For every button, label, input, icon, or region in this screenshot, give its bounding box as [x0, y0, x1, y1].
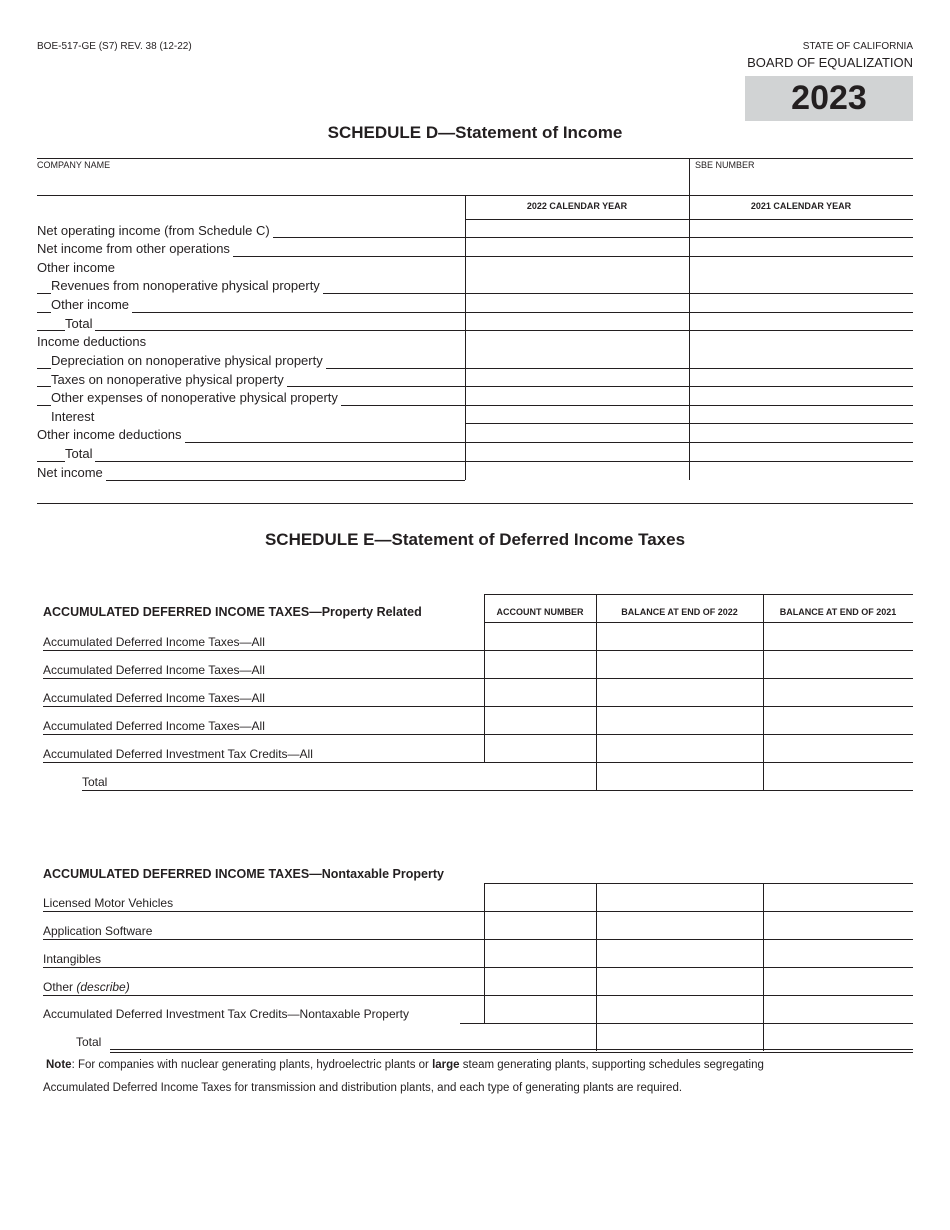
company-name-field[interactable] — [40, 172, 685, 192]
row-line — [43, 995, 913, 996]
board-label: BOARD OF EQUALIZATION — [747, 55, 913, 70]
col-balance-2021: BALANCE AT END OF 2021 — [779, 607, 897, 617]
row-divider — [465, 312, 913, 313]
row-intangibles: Intangibles — [43, 952, 104, 967]
row-divider — [465, 423, 913, 424]
row-divider — [465, 330, 913, 331]
row-nontaxable-total: Total — [76, 1035, 104, 1050]
sbe-number-field[interactable] — [694, 172, 910, 192]
row-adit-all-2: Accumulated Deferred Income Taxes—All — [43, 663, 268, 678]
row-aditc-nontaxable: Accumulated Deferred Investment Tax Credits—Nontaxable Property — [43, 1007, 412, 1022]
row-line — [82, 790, 913, 791]
schedule-e-title: SCHEDULE E—Statement of Deferred Income Taxes — [264, 530, 686, 549]
row-interest: Interest — [51, 408, 97, 425]
row-other-income-total: Total — [65, 315, 95, 332]
row-divider — [465, 293, 913, 294]
col-account-number: ACCOUNT NUMBER — [496, 607, 584, 617]
row-other-income: Other income — [51, 296, 132, 313]
row-revenues-nonoperative: Revenues from nonoperative physical property — [51, 277, 323, 294]
row-income-deductions-header: Income deductions — [37, 333, 149, 350]
nontaxable-heading: ACCUMULATED DEFERRED INCOME TAXES—Nontaxable Property — [43, 867, 444, 881]
divider — [689, 158, 690, 195]
row-other-expenses-nonoperative: Other expenses of nonoperative physical property — [51, 389, 341, 406]
row-net-income-other-operations: Net income from other operations — [37, 240, 233, 257]
row-deductions-total: Total — [65, 445, 95, 462]
row-line — [460, 1023, 913, 1024]
note-line-2: Accumulated Deferred Income Taxes for transmission and distribution plants, and each type of generating plants are required. — [43, 1082, 683, 1094]
year-box: 2023 — [745, 76, 913, 121]
row-application-software: Application Software — [43, 924, 155, 939]
row-adit-all-4: Accumulated Deferred Income Taxes—All — [43, 719, 268, 734]
row-other-describe — [43, 980, 133, 995]
leader-line — [37, 330, 465, 331]
divider — [37, 158, 913, 159]
row-taxes-nonoperative: Taxes on nonoperative physical property — [51, 371, 287, 388]
note-label: Note — [46, 1059, 72, 1071]
note-text-before: : For companies with nuclear generating plants, hydroelectric plants or — [71, 1059, 433, 1071]
col-2021-calendar-year: 2021 CALENDAR YEAR — [750, 201, 852, 211]
leader-line — [37, 461, 465, 462]
row-net-operating-income: Net operating income (from Schedule C) — [37, 222, 273, 239]
row-net-income: Net income — [37, 464, 106, 481]
row-other-income-deductions: Other income deductions — [37, 426, 185, 443]
row-aditc-all: Accumulated Deferred Investment Tax Credits—All — [43, 747, 316, 762]
note-text-after: steam generating plants, supporting schedules segregating — [459, 1059, 764, 1071]
row-divider — [465, 386, 913, 387]
note-line-1 — [46, 1059, 764, 1071]
row-line — [43, 762, 913, 763]
row-line — [110, 1052, 913, 1053]
divider — [763, 594, 764, 790]
divider — [484, 883, 485, 1023]
row-adit-all-1: Accumulated Deferred Income Taxes—All — [43, 635, 268, 650]
divider — [484, 883, 913, 884]
row-depreciation-nonoperative: Depreciation on nonoperative physical property — [51, 352, 326, 369]
divider — [37, 195, 913, 196]
row-line — [43, 650, 913, 651]
sbe-number-label: SBE NUMBER — [695, 160, 755, 170]
note-bold-word: large — [432, 1059, 460, 1071]
col-2022-calendar-year: 2022 CALENDAR YEAR — [526, 201, 628, 211]
row-divider — [465, 237, 913, 238]
other-label: Other — [43, 980, 77, 994]
row-line — [110, 1049, 913, 1050]
col-balance-2022: BALANCE AT END OF 2022 — [621, 607, 738, 617]
divider — [465, 219, 913, 220]
row-line — [43, 939, 913, 940]
row-property-total: Total — [82, 775, 110, 790]
row-divider — [465, 442, 913, 443]
form-id: BOE-517-GE (S7) REV. 38 (12-22) — [37, 41, 192, 52]
divider — [596, 594, 597, 790]
row-line — [43, 734, 913, 735]
row-divider — [465, 405, 913, 406]
divider — [484, 622, 913, 623]
section-divider — [37, 503, 913, 504]
row-line — [43, 706, 913, 707]
row-line — [43, 678, 913, 679]
row-divider — [465, 461, 913, 462]
row-line — [43, 911, 913, 912]
row-line — [43, 967, 913, 968]
row-divider — [465, 368, 913, 369]
row-divider — [465, 256, 913, 257]
divider — [484, 594, 913, 595]
describe-hint: (describe) — [76, 980, 130, 994]
schedule-d-title: SCHEDULE D—Statement of Income — [327, 123, 623, 142]
row-other-income-header: Other income — [37, 259, 118, 276]
row-licensed-motor-vehicles: Licensed Motor Vehicles — [43, 896, 176, 911]
company-name-label: COMPANY NAME — [37, 160, 111, 170]
property-related-heading: ACCUMULATED DEFERRED INCOME TAXES—Property Related — [43, 605, 422, 619]
row-adit-all-3: Accumulated Deferred Income Taxes—All — [43, 691, 268, 706]
state-label: STATE OF CALIFORNIA — [802, 41, 913, 52]
